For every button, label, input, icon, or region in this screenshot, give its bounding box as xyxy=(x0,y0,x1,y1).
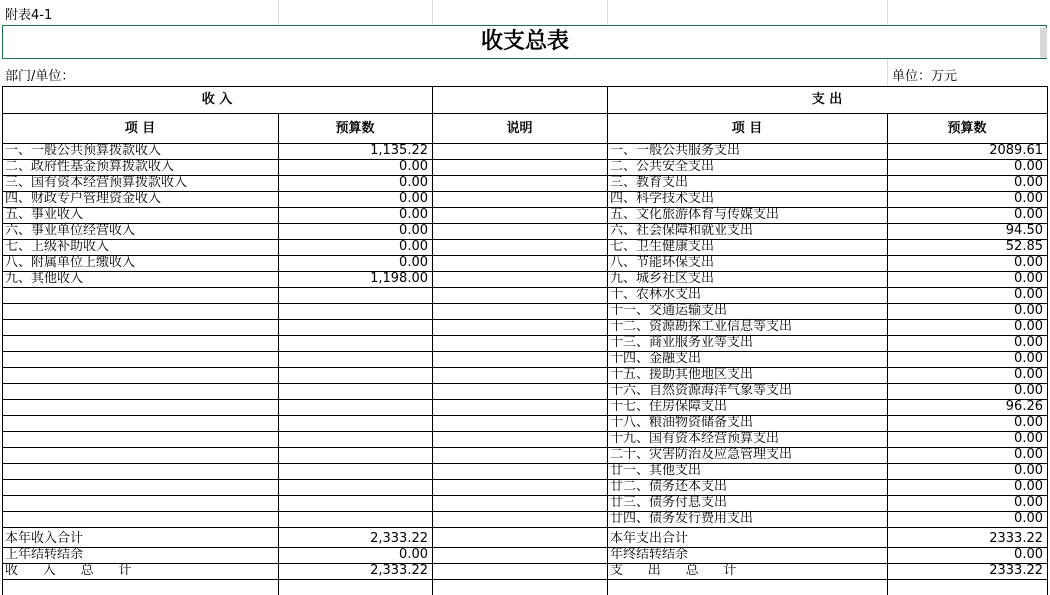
expense-item-label: 十六、自然资源海洋气象等支出 xyxy=(610,383,793,398)
sheet-title: 收支总表 xyxy=(480,29,569,54)
income-grand-total-label: 收 入 总 计 xyxy=(5,563,132,578)
expense-item-value: 0.00 xyxy=(1014,367,1043,382)
department-label: 部门/单位： xyxy=(5,69,75,84)
carryover-label: 上年结转结余 xyxy=(5,547,84,562)
expense-item-label: 二十、灾害防治及应急管理支出 xyxy=(610,447,793,462)
expense-item-value: 0.00 xyxy=(1014,383,1043,398)
expense-item-label: 十四、金融支出 xyxy=(610,351,702,366)
expense-item-label: 十一、交通运输支出 xyxy=(610,303,728,318)
expense-item-label: 八、节能环保支出 xyxy=(610,255,715,270)
expense-item-value: 96.26 xyxy=(1005,399,1043,414)
expense-item-value: 0.00 xyxy=(1014,447,1043,462)
table-border xyxy=(432,86,433,595)
ending-balance-label: 年终结转结余 xyxy=(610,547,689,562)
expense-item-label: 六、社会保障和就业支出 xyxy=(610,223,754,238)
ending-balance-value: 0.00 xyxy=(1014,547,1043,562)
expense-item-value: 0.00 xyxy=(1014,159,1043,174)
income-item-label: 九、其他收入 xyxy=(5,271,84,286)
income-item-label: 八、附属单位上缴收入 xyxy=(5,255,136,270)
expense-item-value: 0.00 xyxy=(1014,351,1043,366)
expense-item-value: 0.00 xyxy=(1014,511,1043,526)
note-header: 说明 xyxy=(506,121,533,136)
expense-item-value: 0.00 xyxy=(1014,479,1043,494)
unit-label: 单位：万元 xyxy=(892,69,958,84)
income-item-value: 0.00 xyxy=(399,255,428,270)
income-item-value: 1,198.00 xyxy=(370,271,428,286)
grid-line xyxy=(607,0,608,25)
expense-item-value: 0.00 xyxy=(1014,463,1043,478)
income-year-total-label: 本年收入合计 xyxy=(5,531,84,546)
income-header: 收 入 xyxy=(201,92,233,107)
expense-item-label: 十九、国有资本经营预算支出 xyxy=(610,431,780,446)
table-border xyxy=(2,86,3,595)
table-border xyxy=(1047,86,1048,595)
scrollbar[interactable] xyxy=(1040,28,1047,58)
expense-item-value: 52.85 xyxy=(1005,239,1043,254)
expense-item-label: 廿三、债务付息支出 xyxy=(610,495,728,510)
expense-item-value: 0.00 xyxy=(1014,287,1043,302)
income-item-label: 七、上级补助收入 xyxy=(5,239,110,254)
expense-item-label: 三、教育支出 xyxy=(610,175,689,190)
income-item-label: 一、一般公共预算拨款收入 xyxy=(5,143,162,158)
income-item-label: 三、国有资本经营预算拨款收入 xyxy=(5,175,188,190)
expense-item-value: 0.00 xyxy=(1014,255,1043,270)
expense-item-label: 十、农林水支出 xyxy=(610,287,702,302)
expense-year-total-label: 本年支出合计 xyxy=(610,531,689,546)
expense-year-total-value: 2333.22 xyxy=(989,531,1043,546)
expense-item-value: 0.00 xyxy=(1014,207,1043,222)
expense-item-label: 二、公共安全支出 xyxy=(610,159,715,174)
income-year-total-value: 2,333.22 xyxy=(370,531,428,546)
expense-item-label: 五、文化旅游体育与传媒支出 xyxy=(610,207,780,222)
table-border xyxy=(2,579,1047,580)
expense-item-value: 0.00 xyxy=(1014,271,1043,286)
expense-item-label: 十八、粮油物资储备支出 xyxy=(610,415,754,430)
expense-item-header: 项 目 xyxy=(731,121,763,136)
expense-item-value: 0.00 xyxy=(1014,495,1043,510)
expense-budget-header: 预算数 xyxy=(947,121,987,136)
expense-grand-total-label: 支 出 总 计 xyxy=(610,563,737,578)
income-item-value: 0.00 xyxy=(399,223,428,238)
income-item-label: 六、事业单位经营收入 xyxy=(5,223,136,238)
carryover-value: 0.00 xyxy=(399,547,428,562)
expense-item-value: 0.00 xyxy=(1014,319,1043,334)
expense-item-label: 一、一般公共服务支出 xyxy=(610,143,741,158)
income-item-value: 1,135.22 xyxy=(370,143,428,158)
income-item-value: 0.00 xyxy=(399,191,428,206)
income-item-value: 0.00 xyxy=(399,159,428,174)
table-border xyxy=(2,527,1047,528)
expense-grand-total-value: 2333.22 xyxy=(989,563,1043,578)
income-item-value: 0.00 xyxy=(399,175,428,190)
expense-item-label: 十二、资源勘探工业信息等支出 xyxy=(610,319,793,334)
income-item-header: 项 目 xyxy=(124,121,156,136)
table-border xyxy=(607,86,608,595)
income-grand-total-value: 2,333.22 xyxy=(370,563,428,578)
appendix-note: 附表4-1 xyxy=(5,8,53,23)
expense-header: 支 出 xyxy=(811,92,843,107)
grid-line xyxy=(432,0,433,25)
expense-item-label: 七、卫生健康支出 xyxy=(610,239,715,254)
income-item-value: 0.00 xyxy=(399,207,428,222)
income-item-label: 五、事业收入 xyxy=(5,207,84,222)
expense-item-value: 0.00 xyxy=(1014,335,1043,350)
income-item-label: 二、政府性基金预算拨款收入 xyxy=(5,159,175,174)
expense-item-label: 四、科学技术支出 xyxy=(610,191,715,206)
grid-line xyxy=(887,0,888,25)
expense-item-label: 十五、援助其他地区支出 xyxy=(610,367,754,382)
expense-item-label: 廿四、债务发行费用支出 xyxy=(610,511,754,526)
expense-item-value: 0.00 xyxy=(1014,303,1043,318)
expense-item-value: 2089.61 xyxy=(989,143,1043,158)
grid-line xyxy=(278,0,279,25)
expense-item-value: 0.00 xyxy=(1014,431,1043,446)
income-item-label: 四、财政专户管理资金收入 xyxy=(5,191,162,206)
grid-line xyxy=(887,59,888,86)
table-border xyxy=(2,113,1047,114)
income-budget-header: 预算数 xyxy=(335,121,375,136)
expense-item-label: 十七、住房保障支出 xyxy=(610,399,728,414)
expense-item-label: 廿一、其他支出 xyxy=(610,463,702,478)
expense-item-value: 0.00 xyxy=(1014,175,1043,190)
expense-item-value: 0.00 xyxy=(1014,415,1043,430)
expense-item-label: 九、城乡社区支出 xyxy=(610,271,715,286)
table-border xyxy=(2,86,1047,87)
income-item-value: 0.00 xyxy=(399,239,428,254)
expense-item-value: 0.00 xyxy=(1014,191,1043,206)
expense-item-value: 94.50 xyxy=(1005,223,1043,238)
expense-item-label: 十三、商业服务业等支出 xyxy=(610,335,754,350)
expense-item-label: 廿二、债务还本支出 xyxy=(610,479,728,494)
